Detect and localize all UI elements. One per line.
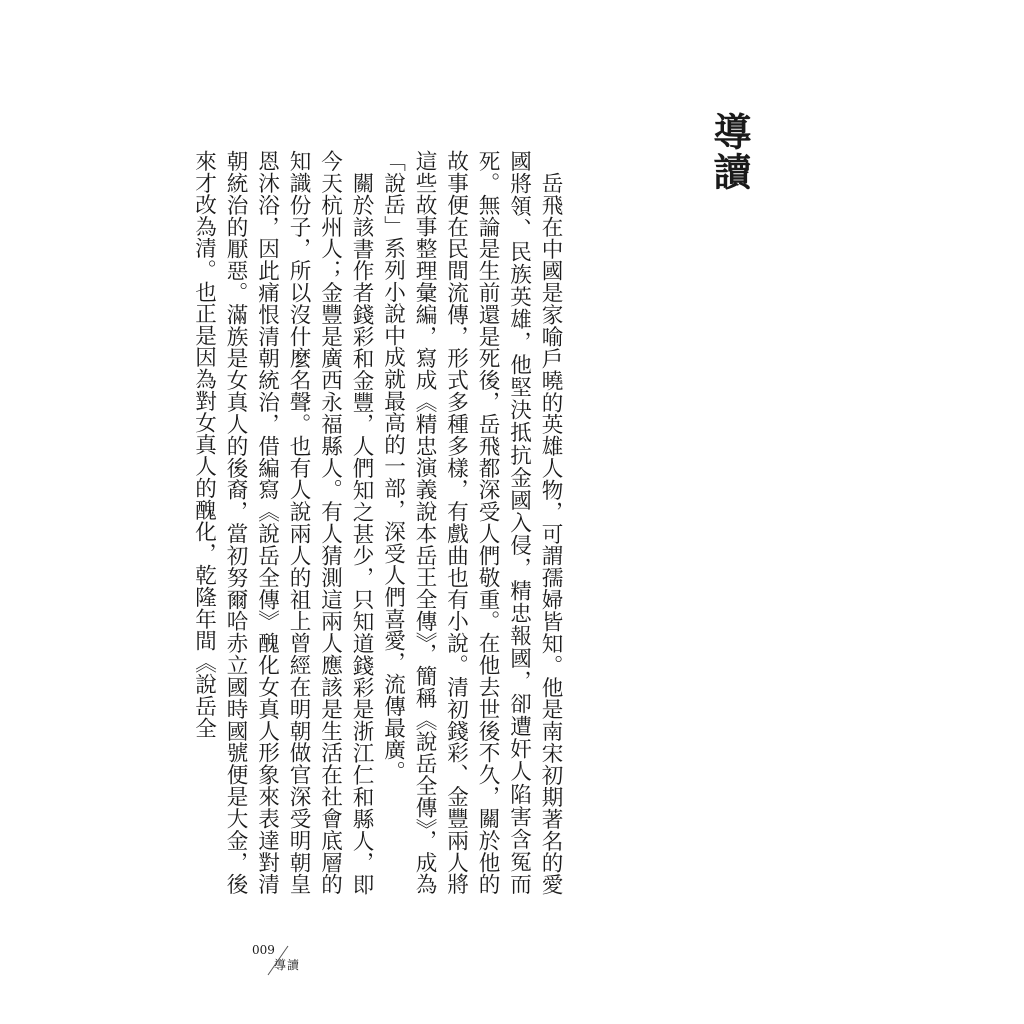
paragraph: 關於該書作者錢彩和金豐，人們知之甚少，只知道錢彩是浙江仁和縣人，即今天杭州人；金豐是廣西永福縣人。有人猜測這兩人應該是生活在社會底層的知識份子，所以沒什麼名聲。也有人說兩人的祖上曾經在明朝做官深受明朝皇恩沐浴，因此痛恨清朝統治，借編寫《說岳全傳》醜化女真人形象來表達對清朝統治的厭惡。滿族是女真人的後裔，當初努爾哈赤立國時國號便是大金，後來才改為清。也正是因為對女真人的醜化，乾隆年間《說岳全 [191,150,374,895]
page-number: 009 [252,943,275,957]
running-title: 導讀 [274,958,301,972]
paragraph: 岳飛在中國是家喻戶曉的英雄人物，可謂孺婦皆知。他是南宋初期著名的愛國將領、民族英雄，他堅決抵抗金國入侵，精忠報國，卻遭奸人陷害含冤而死。無論是生前還是死後，岳飛都深受人們敬重。在他去世後不久，關於他的故事便在民間流傳，形式多種多樣，有戲曲也有小說。清初錢彩、金豐兩人將這些故事整理彙編，寫成《精忠演義說本岳王全傳》，簡稱《說岳全傳》，成為「說岳」系列小說中成就最高的一部，深受人們喜愛，流傳最廣。 [380,150,563,895]
chapter-title: 導讀 [707,112,751,192]
page-footer [252,944,322,978]
body-text [191,150,566,895]
